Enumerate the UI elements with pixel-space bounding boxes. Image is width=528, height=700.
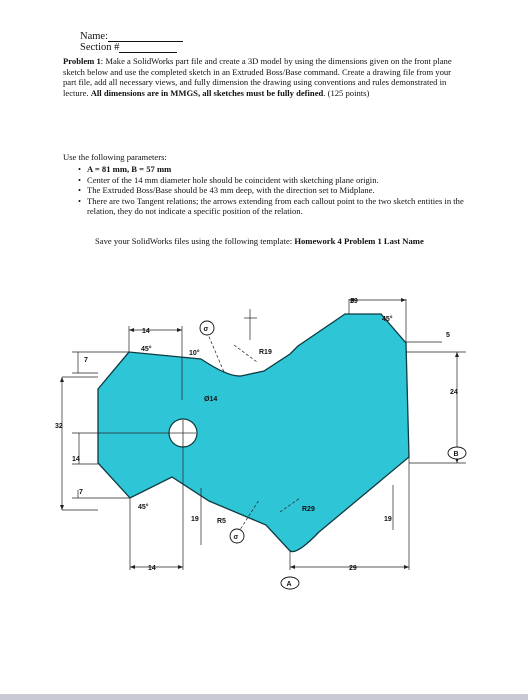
dim-24: 24	[450, 389, 458, 396]
dim-29-top: 29	[350, 298, 358, 305]
dim-10: 10°	[189, 350, 200, 357]
name-label: Name:	[80, 31, 108, 42]
dim-r19: R19	[259, 349, 272, 356]
dim-14-bottom: 14	[148, 565, 156, 572]
tangent-symbol-top: σ	[203, 326, 209, 333]
dim-14-top: 14	[142, 328, 150, 335]
dim-45-top: 45°	[141, 346, 152, 353]
dim-7-bottom: 7	[79, 489, 83, 496]
problem-lead: Problem 1	[63, 56, 101, 66]
dim-45-right: 45°	[382, 316, 393, 323]
dim-r5: R5	[217, 518, 226, 525]
section-label: Section #	[80, 42, 120, 53]
parameters-title: Use the following parameters:	[63, 152, 167, 162]
tangent-symbol-bottom: σ	[233, 534, 239, 541]
parameter-item: • The Extruded Boss/Base should be 43 mm deep, with the direction set to Midplane.	[78, 185, 473, 196]
callout-a: A	[286, 581, 292, 588]
dim-45-bottom: 45°	[138, 504, 149, 511]
bottom-bar	[0, 694, 528, 700]
parameter-item: • There are two Tangent relations; the arrows extending from each callout point to the two sketch entities in the relation, they do not indicate a specific position of the relation.	[78, 196, 473, 217]
dim-dia14: Ø14	[204, 396, 218, 403]
callout-b: B	[453, 451, 459, 458]
dim-7-top: 7	[84, 357, 88, 364]
dim-r29: R29	[302, 506, 315, 513]
problem-emphasis: All dimensions are in MMGS, all sketches must be fully defined	[90, 87, 324, 98]
save-text: Save your SolidWorks files using the following template:	[95, 236, 295, 246]
problem-body: : Make a SolidWorks part file and create a 3D model by using the dimensions given on the front plane sketch below and use the completed sketch in an Extruded Boss/Base command. Create a drawing file from your part file, add all necessary views, and fully dimension the drawing using conventions and rules demonstrated in lecture.	[63, 56, 452, 98]
parameter-item: • A = 81 mm, B = 57 mm	[78, 164, 473, 175]
dim-19-right: 19	[384, 516, 392, 523]
dim-29-bottom: 29	[349, 565, 357, 572]
problem-points: . (125 points)	[323, 87, 370, 98]
save-template: Homework 4 Problem 1 Last Name	[294, 236, 424, 246]
dim-14-left: 14	[72, 456, 80, 463]
parameter-item: • Center of the 14 mm diameter hole should be coincident with sketching plane origin.	[78, 175, 473, 186]
dim-19-left: 19	[191, 516, 199, 523]
dim-5: 5	[446, 332, 450, 339]
dim-32: 32	[55, 423, 63, 430]
